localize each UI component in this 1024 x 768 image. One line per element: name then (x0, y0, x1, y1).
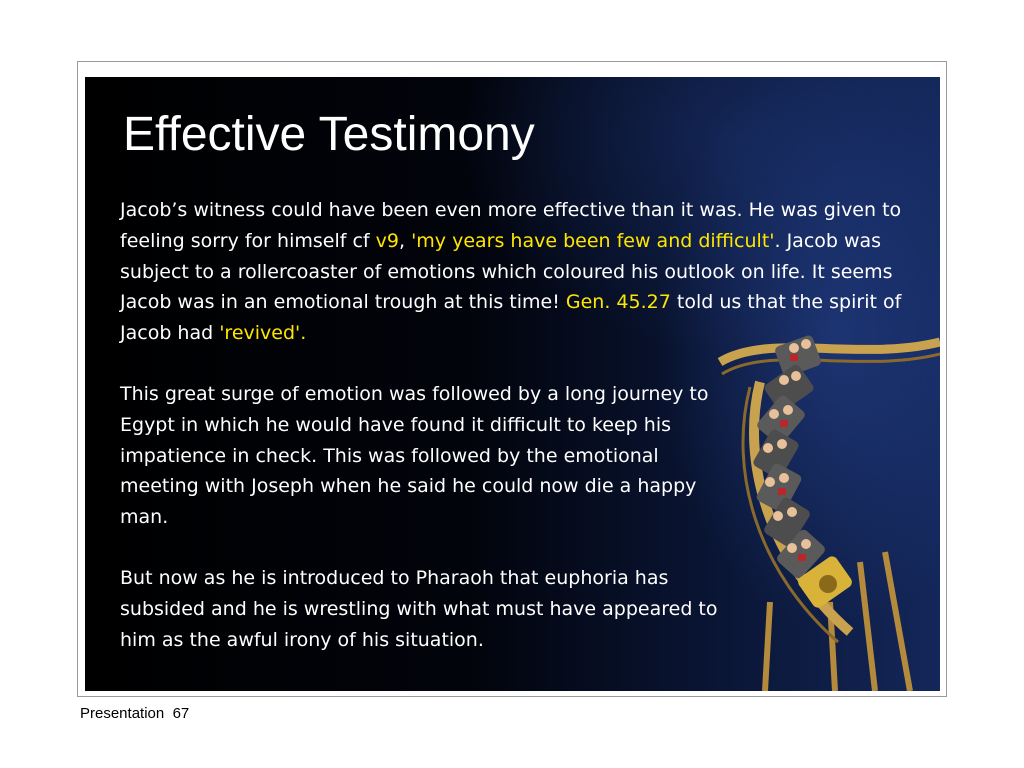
slide-title: Effective Testimony (123, 108, 535, 161)
p1-text-2: , (398, 229, 412, 252)
p1-text-3: . Jacob was subject to a rollercoaster of emotions which coloured his outlook on life. It seems Jacob was in an emotional trough at this time! (120, 229, 893, 314)
paragraph-3: But now as he is introduced to Pharaoh that euphoria has subsided and he is wrestling with what must have appeared to him as the awful irony of his situation. (120, 567, 718, 651)
verse-reference-v9: v9 (375, 229, 399, 252)
p1-text-4: told us that the spirit of Jacob had (120, 291, 902, 345)
footer-label: Presentation (80, 705, 165, 722)
quote-revived: 'revived'. (219, 322, 307, 345)
rollercoaster-image (710, 302, 940, 691)
footer (80, 705, 189, 722)
quote-years-difficult: 'my years have been few and difficult' (411, 229, 775, 252)
page-number: 67 (172, 705, 190, 722)
paragraph-2: This great surge of emotion was followed by a long journey to Egypt in which he would have found it difficult to keep his impatience in check. This was followed by the emotional meeting with Joseph when he said he could now die a happy man. (120, 383, 709, 529)
slide (85, 77, 940, 691)
verse-reference-gen-45-27: Gen. 45.27 (565, 291, 671, 314)
p1-text-1: Jacob’s witness could have been even more effective than it was. He was given to feeling sorry for himself cf (120, 199, 902, 252)
